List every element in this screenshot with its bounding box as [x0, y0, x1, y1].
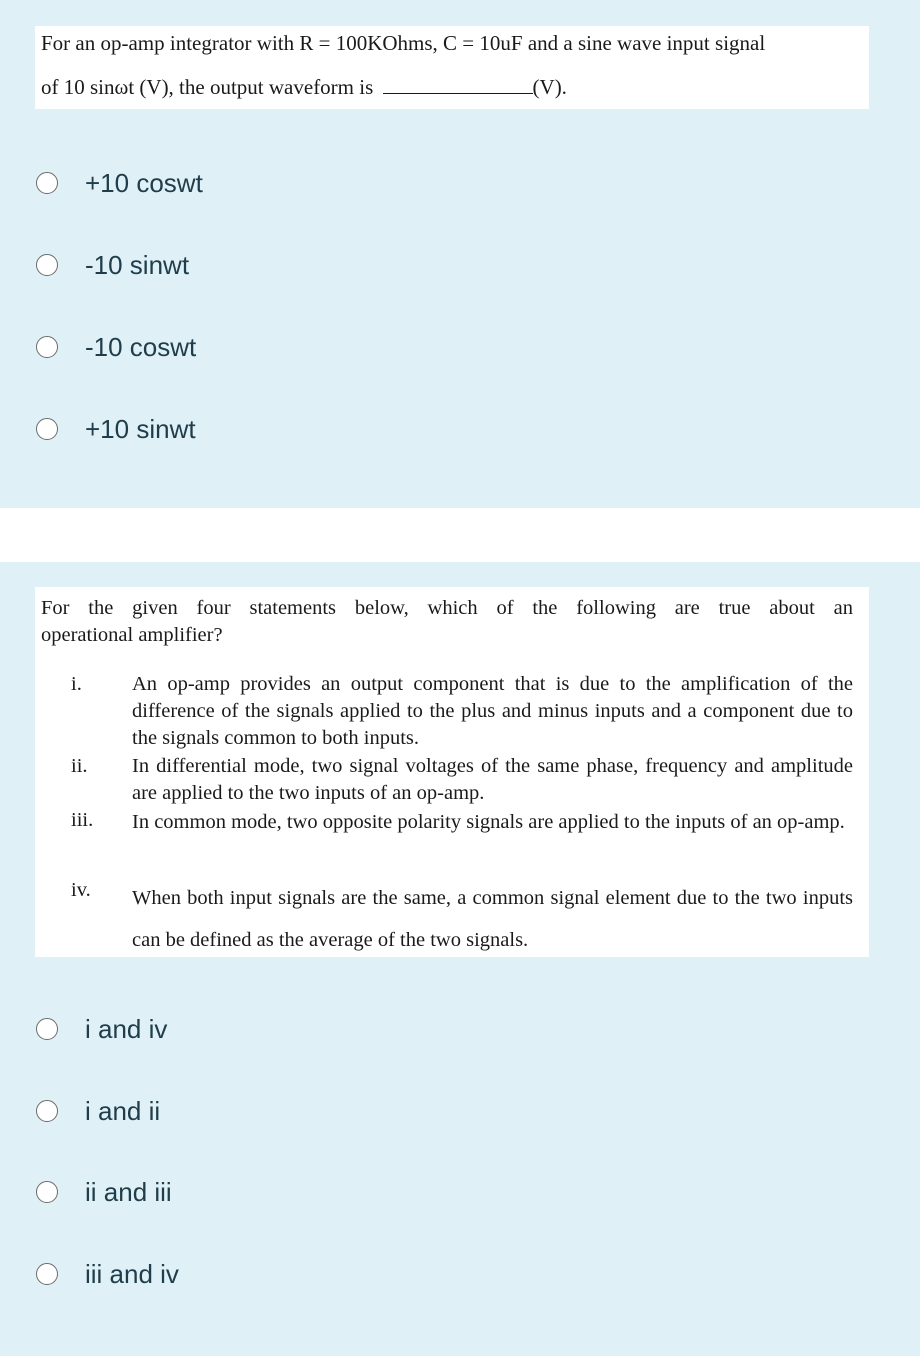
radio-button-icon[interactable]: [36, 254, 58, 276]
question-card-1: [0, 0, 920, 508]
q2-option-4[interactable]: [36, 1256, 179, 1292]
q1-option-4-label: +10 sinwt: [85, 413, 196, 444]
q2-option-4-label: iii and iv: [85, 1258, 179, 1289]
q2-option-2-label: i and ii: [85, 1095, 161, 1126]
statement-1-text: An op-amp provides an output component that is due to the amplification of the difference of the signals applied to the plus and minus inputs and a component due to the signals common to both inputs.: [132, 673, 853, 749]
q1-option-4[interactable]: [36, 411, 196, 447]
q2-option-3[interactable]: [36, 1174, 172, 1210]
radio-button-icon[interactable]: [36, 1181, 58, 1203]
answer-blank: [383, 75, 533, 94]
question-card-2: [0, 562, 920, 1356]
q1-option-3[interactable]: [36, 329, 196, 365]
q2-option-2[interactable]: [36, 1093, 160, 1129]
statement-1-number: i.: [71, 673, 82, 695]
statement-2-number: ii.: [71, 755, 88, 777]
statement-4-text: When both input signals are the same, a common signal element due to the two inputs can be defined as the average of the two signals.: [132, 887, 853, 951]
q2-option-3-label: ii and iii: [85, 1176, 172, 1207]
radio-button-icon[interactable]: [36, 1263, 58, 1285]
radio-button-icon[interactable]: [36, 1018, 58, 1040]
q1-option-3-label: -10 coswt: [85, 331, 197, 362]
radio-button-icon[interactable]: [36, 336, 58, 358]
radio-button-icon[interactable]: [36, 172, 58, 194]
question-1-text-line1: For an op-amp integrator with R = 100KOhms, C = 10uF and a sine wave input signal: [41, 31, 766, 55]
q2-option-1[interactable]: [36, 1011, 167, 1047]
question-1-text-line2: [41, 75, 567, 100]
question-1-text-after-blank: (V).: [532, 75, 567, 99]
q1-option-2-label: -10 sinwt: [85, 249, 190, 280]
q1-option-1[interactable]: [36, 165, 203, 201]
q2-option-1-label: i and iv: [85, 1013, 168, 1044]
question-2-intro-line1: For the given four statements below, which of the following are true about an: [41, 597, 853, 619]
question-1-text-before-blank: of 10 sinωt (V), the output waveform is: [41, 75, 374, 99]
radio-button-icon[interactable]: [36, 1100, 58, 1122]
q1-option-1-label: +10 coswt: [85, 167, 203, 198]
radio-button-icon[interactable]: [36, 418, 58, 440]
statement-4-number: iv.: [71, 879, 91, 901]
q1-option-2[interactable]: [36, 247, 189, 283]
question-1-stem: [35, 26, 869, 109]
question-2-stem: [35, 587, 869, 957]
statement-2-text: In differential mode, two signal voltages of the same phase, frequency and amplitude are applied to the two inputs of an op-amp.: [132, 755, 853, 804]
question-2-intro-line2: operational amplifier?: [41, 624, 223, 646]
statement-3-text: In common mode, two opposite polarity signals are applied to the inputs of an op-amp.: [132, 811, 845, 833]
statement-3-number: iii.: [71, 809, 94, 831]
